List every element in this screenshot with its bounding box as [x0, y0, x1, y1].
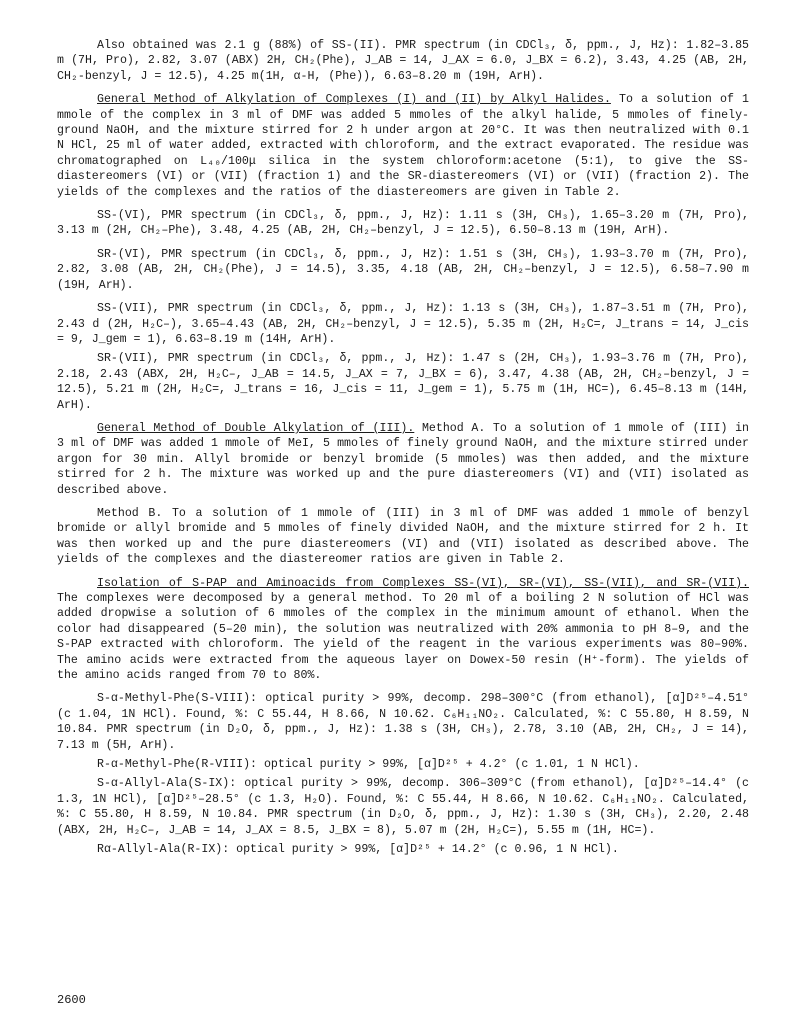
paragraph-s-ix	[57, 776, 749, 838]
paragraph-text: SS-(VII), PMR spectrum (in CDCl₃, δ, ppm., J, Hz): 1.13 s (3H, CH₃), 1.87–3.51 m (7H, Pro), 2.43 d (2H, H₂C–), 3.65–4.43 (AB, 2H, CH₂–benzyl, J = 12.5), 5.35 m (2H, H₂C=, J_trans = 14, J_cis = 9, J_gem = 1), 6.63–8.19 m (14H, ArH).	[57, 302, 749, 346]
paragraph-text: Rα-Allyl-Ala(R-IX): optical purity > 99%, [α]D²⁵ + 14.2° (c 0.96, 1 N HCl).	[97, 843, 619, 857]
page-number: 2600	[57, 993, 86, 1007]
paragraph-text: SR-(VII), PMR spectrum (in CDCl₃, δ, ppm., J, Hz): 1.47 s (2H, CH₃), 1.93–3.76 m (7H, Pro), 2.18, 2.43 (ABX, 2H, H₂C–, J_AB = 14.5, J_AX = 7, J_BX = 6), 3.47, 4.38 (AB, 2H, CH₂–benzyl, J = 12.5), 5.21 m (2H, H₂C=, J_trans = 16, J_cis = 11, J_gem = 1), 5.75 m (1H, HC=), 6.45–8.13 m (14H, ArH).	[57, 352, 749, 412]
paragraph-text: Method A. To a solution of 1 mmole of (III) in 3 ml of DMF was added 1 mmole of MeI, 5 mmoles of finely ground NaOH, and the mixture stirred under argon for 30 min. Allyl bromide or benzyl bromide (5 mmoles) was then added, and the mixture stirred for 2 h. The mixture was worked up and the pure diastereomers (VI) and (VII) isolated as described above.	[57, 421, 749, 497]
paragraph-alkylation-method	[57, 92, 749, 200]
section-heading: General Method of Alkylation of Complexes (I) and (II) by Alkyl Halides.	[97, 93, 611, 107]
paragraph-double-alkylation	[57, 421, 749, 498]
paragraph-r-viii	[57, 757, 749, 772]
paragraph-s-viii	[57, 691, 749, 753]
paragraph-text: S-α-Methyl-Phe(S-VIII): optical purity > 99%, decomp. 298–300°C (from ethanol), [α]D²⁵–4.51° (c 1.04, 1N HCl). Found, %: C 55.44, H 8.66, N 10.62. C₆H₁₁NO₂. Calculated, %: C 55.80, H 8.59, N 10.84. PMR spectrum (in D₂O, δ, ppm., J, Hz): 1.38 s (3H, CH₃), 2.78, 3.10 (AB, 2H, CH₂, J = 14), 7.13 m (5H, ArH).	[57, 692, 749, 752]
paragraph-isolation	[57, 576, 749, 684]
paragraph-method-b	[57, 506, 749, 568]
paragraph-sr-vii-spectrum	[57, 351, 749, 413]
paragraph-ss-vii-spectrum	[57, 301, 749, 347]
paragraph-r-ix	[57, 842, 749, 857]
paragraph-sr-vi-spectrum	[57, 247, 749, 293]
paragraph-ss-ii-spectrum	[57, 38, 749, 84]
section-heading: Isolation of S-PAP and Aminoacids from Complexes SS-(VI), SR-(VI), SS-(VII), and SR-(VII).	[97, 576, 749, 590]
paragraph-text: To a solution of 1 mmole of the complex in 3 ml of DMF was added 5 mmoles of the alkyl halide, 5 mmoles of finely-ground NaOH, and the mixture stirred for 2 h under argon at 20°C. It was then neutralized with 0.1 N HCl, 25 ml of water added, extracted with chloroform, and the extract evaporated. The residue was chromatographed on L₄₀/100μ silica in the system chloroform:acetone (5:1), to give the SS-diastereomers (VI) or (VII) (fraction 1) and the SR-diastereomers (VI) or (VII) (fraction 2). The yields of the complexes and the ratios of the diastereomers are given in Table 2.	[57, 93, 749, 199]
paragraph-text: SS-(VI), PMR spectrum (in CDCl₃, δ, ppm., J, Hz): 1.11 s (3H, CH₃), 1.65–3.20 m (7H, Pro), 3.13 m (2H, CH₂–Phe), 3.48, 4.25 (AB, 2H, CH₂–benzyl, J = 12.5), 6.50–8.13 m (19H, ArH).	[57, 209, 749, 238]
paragraph-text: Method B. To a solution of 1 mmole of (III) in 3 ml of DMF was added 1 mmole of benzyl bromide or allyl bromide and 5 mmoles of finely divided NaOH, and the mixture stirred for 2 h. It was then worked up and the pure diastereomers (VI) and (VII) isolated as described above. The yields of the complexes and the diastereomer ratios are given in Table 2.	[57, 506, 749, 567]
paragraph-ss-vi-spectrum	[57, 208, 749, 239]
paragraph-text: S-α-Allyl-Ala(S-IX): optical purity > 99%, decomp. 306–309°C (from ethanol), [α]D²⁵–14.4° (c 1.3, 1N HCl), [α]D²⁵–28.5° (c 1.3, H₂O). Found, %: C 55.44, H 8.66, N 10.62. C₆H₁₁NO₂. Calculated, %: C 55.80, H 8.59, N 10.84. PMR spectrum (in D₂O, δ, ppm., J, Hz): 1.30 s (3H, CH₃), 2.20, 2.48 (ABX, 2H, H₂C–, J_AB = 14, J_AX = 8.5, J_BX = 8), 5.07 m (2H, H₂C=), 5.55 m (1H, HC=).	[57, 777, 749, 837]
paragraph-text: SR-(VI), PMR spectrum (in CDCl₃, δ, ppm., J, Hz): 1.51 s (3H, CH₃), 1.93–3.70 m (7H, Pro), 2.82, 3.08 (AB, 2H, CH₂(Phe), J = 14.5), 3.35, 4.18 (AB, 2H, CH₂–benzyl, J = 12.5), 6.58–7.90 m (19H, ArH).	[57, 247, 749, 292]
paragraph-text: The complexes were decomposed by a general method. To 20 ml of a boiling 2 N solution of HCl was added dropwise a solution of 6 mmoles of the complex in the minimum amount of ethanol. When the color had disappeared (5–20 min), the solution was neutralized with 20% ammonia to pH 8–9, and the S-PAP extracted with chloroform. The yield of the reagent in the various experiments was 80–90%. The amino acids were extracted from the aqueous layer on Dowex-50 resin (H⁺-form). The yields of the amino acids ranged from 70 to 80%.	[57, 592, 749, 683]
paragraph-text: R-α-Methyl-Phe(R-VIII): optical purity > 99%, [α]D²⁵ + 4.2° (c 1.01, 1 N HCl).	[97, 758, 640, 772]
section-heading: General Method of Double Alkylation of (III).	[97, 421, 415, 435]
page-body	[57, 38, 749, 866]
paragraph-text: Also obtained was 2.1 g (88%) of SS-(II). PMR spectrum (in CDCl₃, δ, ppm., J, Hz): 1.82–3.85 m (7H, Pro), 2.82, 3.07 (ABX) 2H, CH₂(Phe), J_AB = 14, J_AX = 6.0, J_BX = 6.2), 3.43, 4.25 (AB, 2H, CH₂-benzyl, J = 12.5), 4.25 m(1H, α-H, (Phe)), 6.63–8.20 m (19H, ArH).	[57, 39, 749, 83]
